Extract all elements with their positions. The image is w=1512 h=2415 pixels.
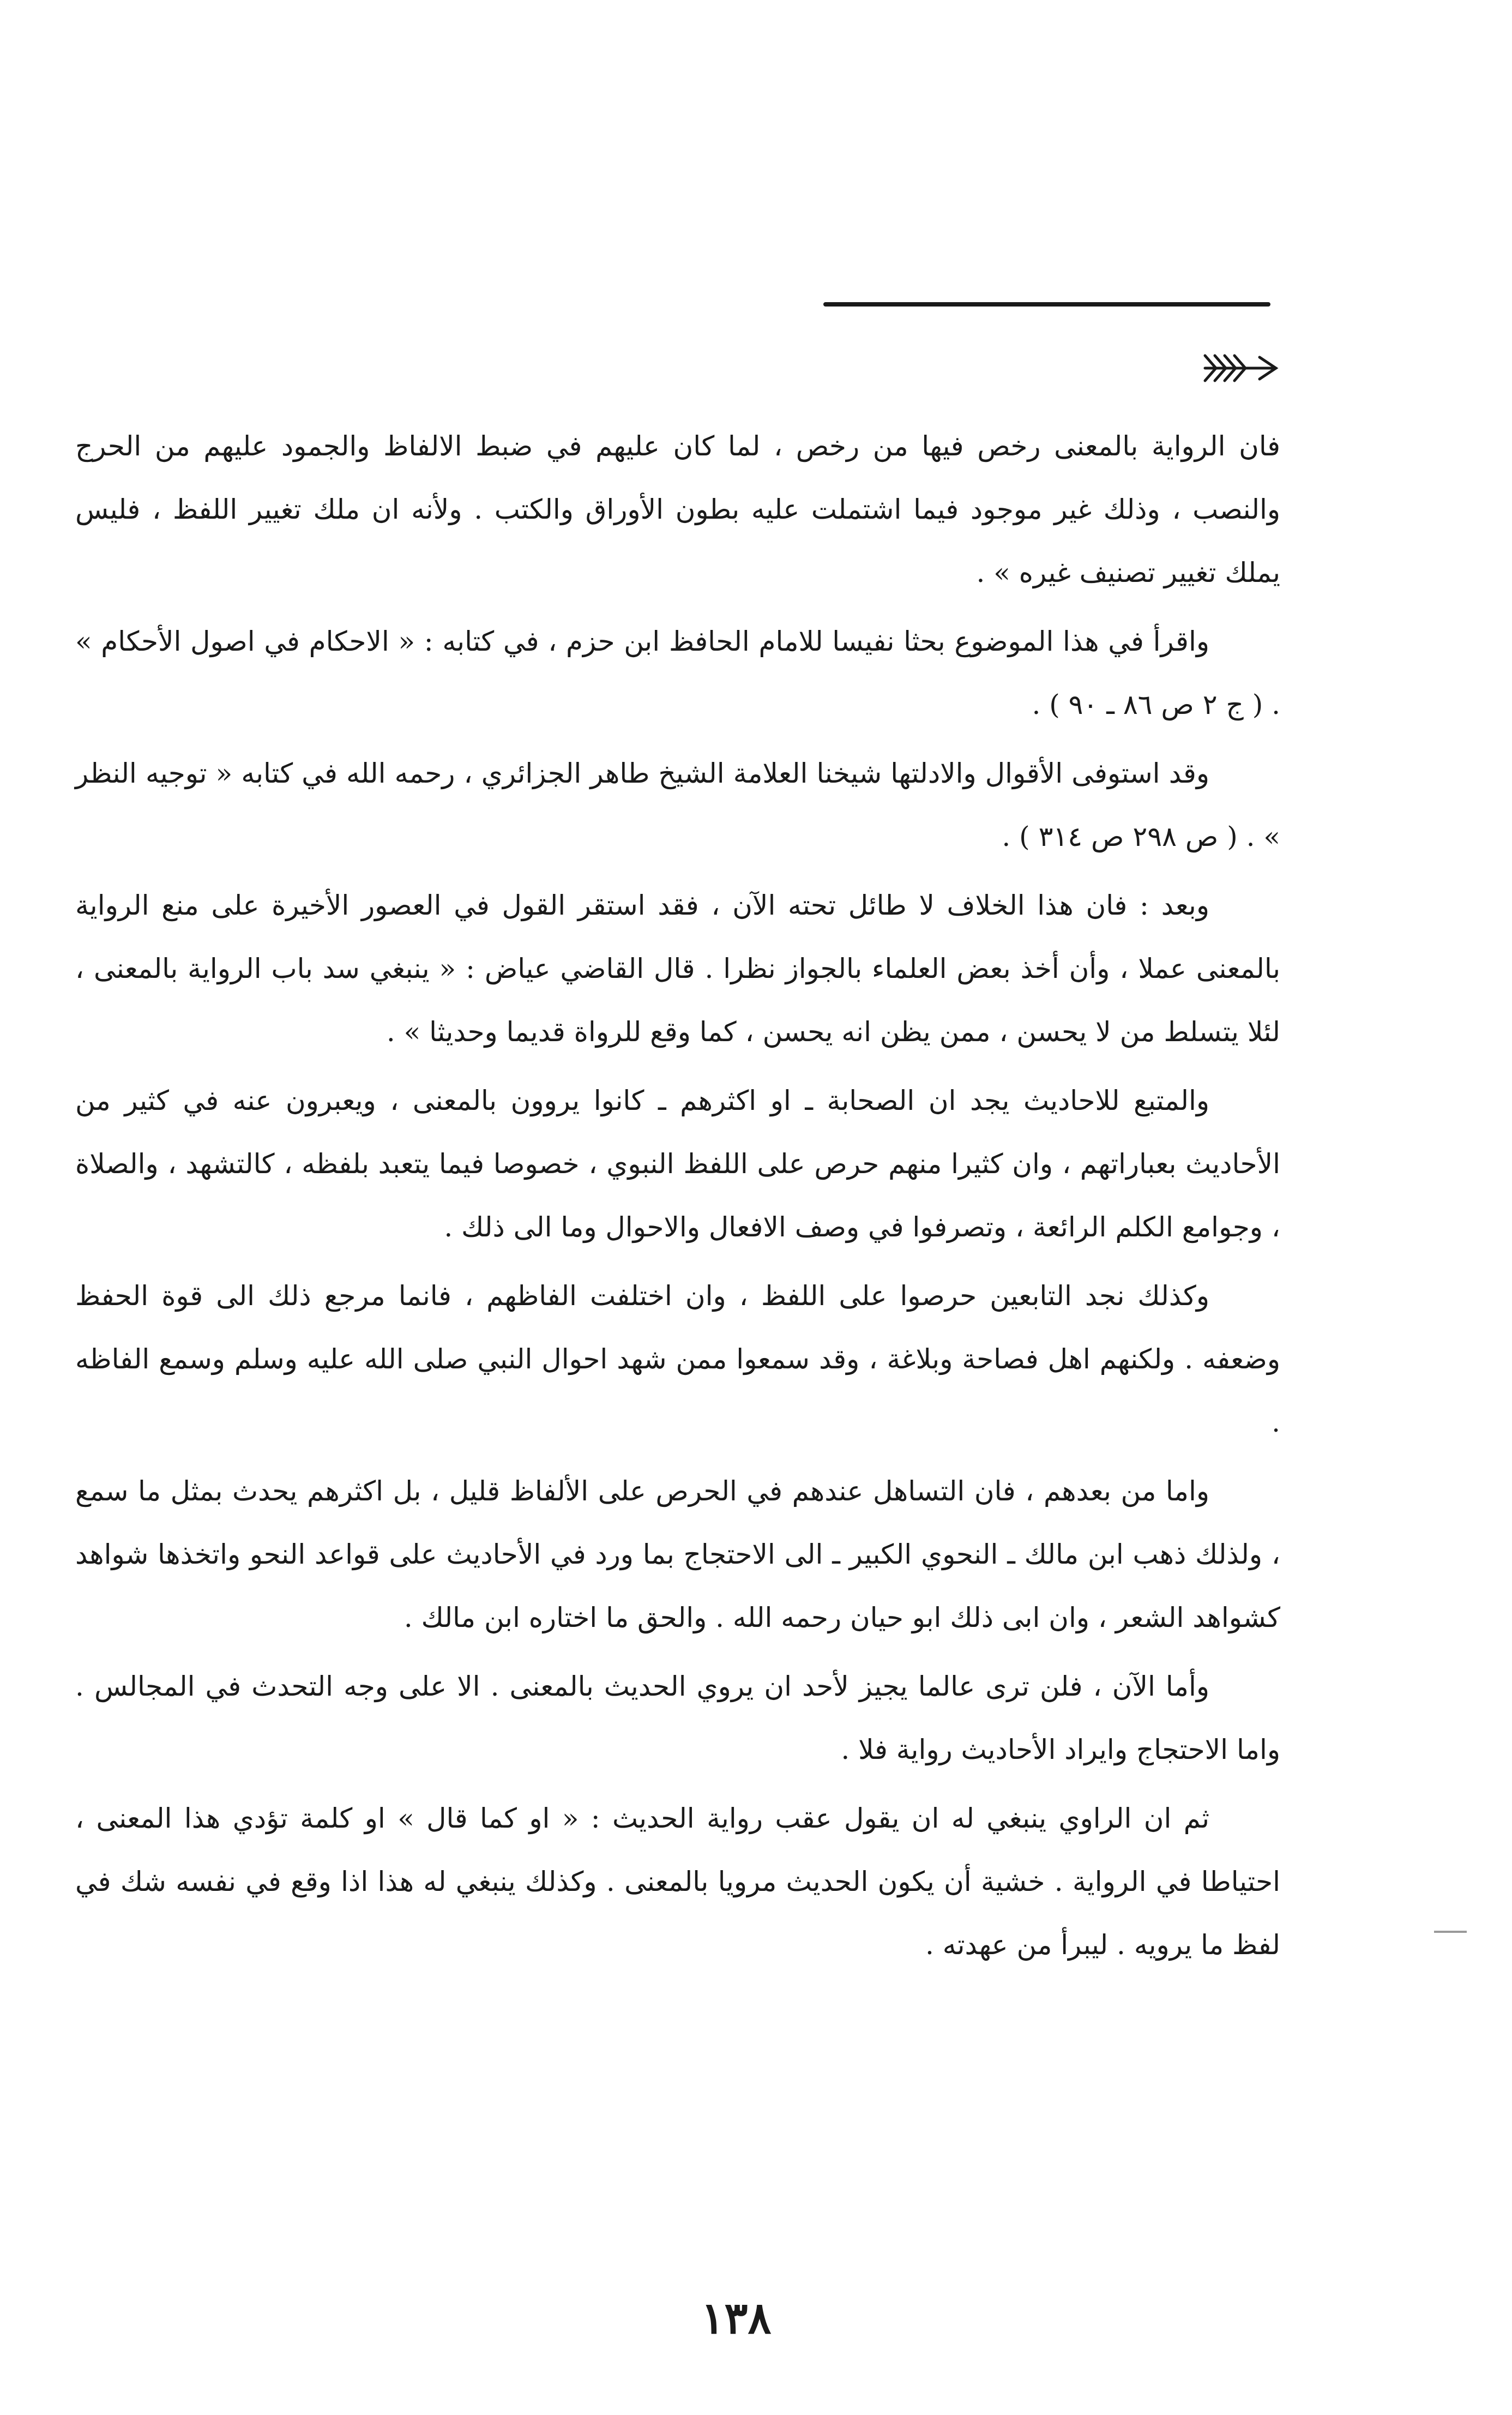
paragraph: وكذلك نجد التابعين حرصوا على اللفظ ، وان اختلفت الفاظهم ، فانما مرجع ذلك الى قوة الحفظ وضعفه . ولكنهم اهل فصاحة وبلاغة ، وقد سمعوا ممن شهد احوال النبي صلى الله عليه وسلم وسمع الفاظه .	[75, 1280, 1280, 1438]
paragraph: واقرأ في هذا الموضوع بحثا نفيسا للامام الحافظ ابن حزم ، في كتابه : « الاحكام في اصول الأحكام » . ( ج ٢ ص ٨٦ ـ ٩٠ ) .	[75, 626, 1280, 720]
page-number: ١٣٨	[701, 2292, 772, 2344]
paragraph: وأما الآن ، فلن ترى عالما يجيز لأحد ان يروي الحديث بالمعنى . الا على وجه التحدث في المجالس . واما الاحتجاج وايراد الأحاديث رواية فلا .	[75, 1671, 1280, 1765]
body-text	[75, 414, 1280, 1982]
arrow-ornament-icon	[1194, 349, 1281, 387]
paragraph: واما من بعدهم ، فان التساهل عندهم في الحرص على الألفاظ قليل ، بل اكثرهم يحدث بمثل ما سمع ، ولذلك ذهب ابن مالك ـ النحوي الكبير ـ الى الاحتجاج بما ورد في الأحاديث على قواعد النحو واتخذها شواهد كشواهد الشعر ، وان ابى ذلك ابو حيان رحمه الله . والحق ما اختاره ابن مالك .	[75, 1475, 1280, 1633]
paragraph: فان الرواية بالمعنى رخص فيها من رخص ، لما كان عليهم في ضبط الالفاظ والجمود عليهم من الحرج والنصب ، وذلك غير موجود فيما اشتملت عليه بطون الأوراق والكتب . ولأنه ان ملك تغيير اللفظ ، فليس يملك تغيير تصنيف غيره » .	[75, 430, 1280, 588]
margin-mark	[1434, 1931, 1467, 1933]
paragraph: وقد استوفى الأقوال والادلتها شيخنا العلامة الشيخ طاهر الجزائري ، رحمه الله في كتابه « توجيه النظر » . ( ص ٢٩٨ ص ٣١٤ ) .	[75, 758, 1280, 852]
paragraph: والمتبع للاحاديث يجد ان الصحابة ـ او اكثرهم ـ كانوا يروون بالمعنى ، ويعبرون عنه في كثير من الأحاديث بعباراتهم ، وان كثيرا منهم حرص على اللفظ النبوي ، خصوصا فيما يتعبد بلفظه ، كالتشهد ، والصلاة ، وجوامع الكلم الرائعة ، وتصرفوا في وصف الافعال والاحوال وما الى ذلك .	[75, 1085, 1280, 1243]
paragraph: وبعد : فان هذا الخلاف لا طائل تحته الآن ، فقد استقر القول في العصور الأخيرة على منع الرواية بالمعنى عملا ، وأن أخذ بعض العلماء بالجواز نظرا . قال القاضي عياض : « ينبغي سد باب الرواية بالمعنى ، لئلا يتسلط من لا يحسن ، ممن يظن انه يحسن ، كما وقع للرواة قديما وحديثا » .	[75, 890, 1280, 1048]
horizontal-rule	[823, 302, 1270, 307]
paragraph: ثم ان الراوي ينبغي له ان يقول عقب رواية الحديث : « او كما قال » او كلمة تؤدي هذا المعنى ، احتياطا في الرواية . خشية أن يكون الحديث مرويا بالمعنى . وكذلك ينبغي له هذا اذا وقع في نفسه شك في لفظ ما يرويه . ليبرأ من عهدته .	[75, 1803, 1280, 1961]
